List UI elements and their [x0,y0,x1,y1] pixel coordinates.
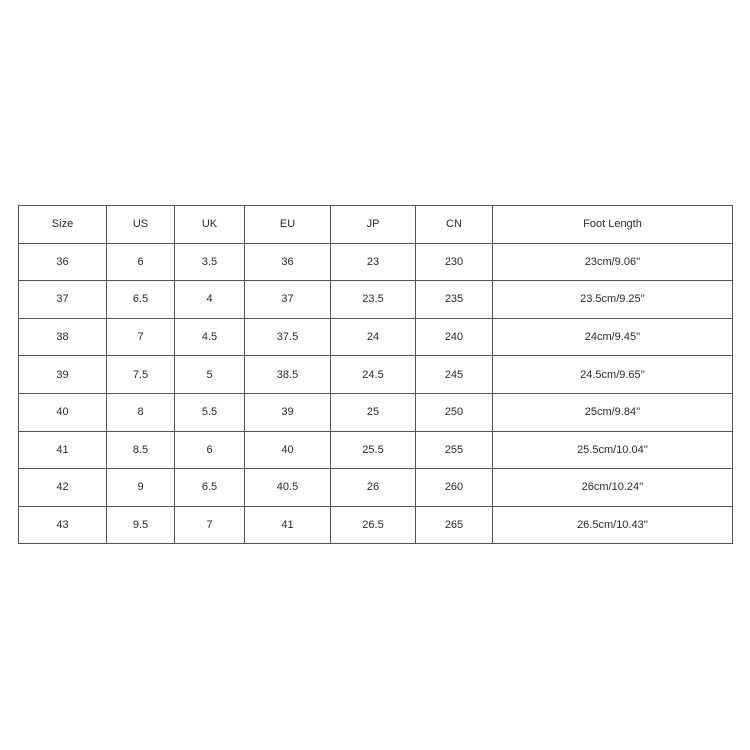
header-row [19,206,733,244]
cell-cn: 230 [416,243,493,281]
cell-size: 37 [19,281,107,319]
cell-cn: 255 [416,431,493,469]
cell-jp: 26 [331,469,416,507]
cell-cn: 250 [416,393,493,431]
cell-size: 40 [19,393,107,431]
table-row [19,243,733,281]
cell-jp: 26.5 [331,506,416,544]
cell-uk: 5 [175,356,245,394]
cell-jp: 23 [331,243,416,281]
cell-jp: 24 [331,318,416,356]
header-foot-length: Foot Length [493,206,733,244]
cell-eu: 40 [245,431,331,469]
cell-us: 7 [107,318,175,356]
cell-jp: 25.5 [331,431,416,469]
table-row [19,393,733,431]
cell-eu: 36 [245,243,331,281]
header-eu: EU [245,206,331,244]
cell-us: 8.5 [107,431,175,469]
cell-cn: 265 [416,506,493,544]
cell-size: 36 [19,243,107,281]
cell-size: 39 [19,356,107,394]
header-cn: CN [416,206,493,244]
table-row [19,469,733,507]
cell-us: 9 [107,469,175,507]
cell-eu: 39 [245,393,331,431]
cell-uk: 4 [175,281,245,319]
cell-foot-length: 23cm/9.06'' [493,243,733,281]
cell-cn: 235 [416,281,493,319]
table-row [19,431,733,469]
cell-us: 6 [107,243,175,281]
header-jp: JP [331,206,416,244]
cell-size: 41 [19,431,107,469]
cell-foot-length: 25.5cm/10.04'' [493,431,733,469]
table-row [19,506,733,544]
cell-foot-length: 24cm/9.45'' [493,318,733,356]
cell-uk: 5.5 [175,393,245,431]
cell-us: 6.5 [107,281,175,319]
cell-uk: 3.5 [175,243,245,281]
table-row [19,281,733,319]
cell-foot-length: 25cm/9.84'' [493,393,733,431]
cell-us: 7.5 [107,356,175,394]
cell-cn: 260 [416,469,493,507]
cell-uk: 6 [175,431,245,469]
cell-jp: 25 [331,393,416,431]
table-row [19,356,733,394]
cell-cn: 240 [416,318,493,356]
cell-jp: 23.5 [331,281,416,319]
cell-uk: 4.5 [175,318,245,356]
table-row [19,318,733,356]
cell-uk: 7 [175,506,245,544]
cell-eu: 38.5 [245,356,331,394]
cell-size: 42 [19,469,107,507]
header-uk: UK [175,206,245,244]
cell-us: 8 [107,393,175,431]
cell-uk: 6.5 [175,469,245,507]
cell-foot-length: 26cm/10.24'' [493,469,733,507]
cell-foot-length: 24.5cm/9.65'' [493,356,733,394]
cell-cn: 245 [416,356,493,394]
cell-eu: 37 [245,281,331,319]
cell-eu: 40.5 [245,469,331,507]
cell-size: 43 [19,506,107,544]
header-us: US [107,206,175,244]
cell-size: 38 [19,318,107,356]
size-chart-table [18,205,733,544]
cell-jp: 24.5 [331,356,416,394]
cell-eu: 41 [245,506,331,544]
cell-foot-length: 23.5cm/9.25'' [493,281,733,319]
cell-us: 9.5 [107,506,175,544]
cell-foot-length: 26.5cm/10.43'' [493,506,733,544]
cell-eu: 37.5 [245,318,331,356]
header-size: Size [19,206,107,244]
